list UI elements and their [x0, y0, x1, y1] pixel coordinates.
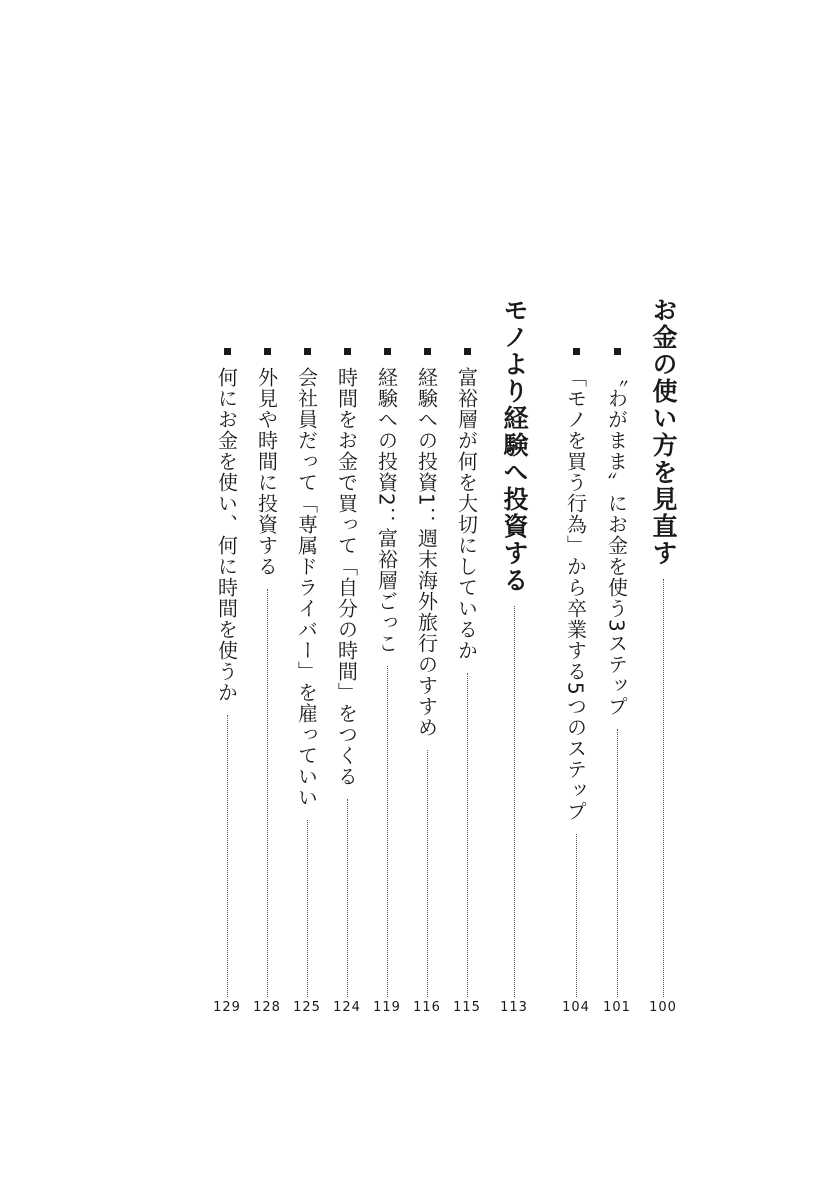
dot-leader: [347, 799, 348, 997]
dot-leader: [576, 834, 577, 997]
dot-leader: [267, 589, 268, 997]
bullet-icon: [573, 348, 580, 355]
dot-leader: [307, 820, 308, 997]
dot-leader: [514, 606, 515, 997]
page-number: 116: [413, 1000, 441, 1015]
entry-title: 富裕層が何を大切にしているか: [454, 367, 479, 661]
entry-title: 経験への投資2：富裕層ごっこ: [374, 367, 399, 654]
page-number: 119: [373, 1000, 401, 1015]
page-number: 104: [562, 1000, 590, 1015]
toc-entry: [601, 348, 633, 997]
dot-leader: [387, 666, 388, 997]
entry-title: 会社員だって「専属ドライバー」を雇っていい: [294, 367, 319, 808]
toc-entry: [371, 348, 403, 997]
toc-entry: [251, 348, 283, 997]
toc-entry: [411, 348, 443, 997]
toc-entry: [451, 348, 483, 997]
toc-entry: [560, 348, 592, 997]
entry-title: 〝わがまま〟にお金を使う3ステップ: [604, 367, 629, 717]
toc-entry: [211, 348, 243, 997]
bullet-icon: [614, 348, 621, 355]
bullet-icon: [384, 348, 391, 355]
toc-entry: [331, 348, 363, 997]
bullet-icon: [344, 348, 351, 355]
bullet-icon: [464, 348, 471, 355]
dot-leader: [467, 673, 468, 997]
page-number: 101: [603, 1000, 631, 1015]
chapter-title: モノより経験へ投資する: [500, 297, 529, 594]
entry-title: 外見や時間に投資する: [254, 367, 279, 577]
dot-leader: [227, 715, 228, 997]
bullet-icon: [424, 348, 431, 355]
page-number: 115: [453, 1000, 481, 1015]
toc-entry: [291, 348, 323, 997]
dot-leader: [617, 729, 618, 997]
page-number: 113: [500, 1000, 528, 1015]
toc-chapter-1: [643, 297, 683, 997]
page-number: 128: [253, 1000, 281, 1015]
entry-title: 経験への投資1：週末海外旅行のすすめ: [414, 367, 439, 738]
page-number: 125: [293, 1000, 321, 1015]
dot-leader: [427, 750, 428, 997]
bullet-icon: [224, 348, 231, 355]
toc-chapter-2: [494, 297, 534, 997]
entry-title: 時間をお金で買って「自分の時間」をつくる: [334, 367, 359, 787]
entry-title: 何にお金を使い、何に時間を使うか: [214, 367, 239, 703]
page-number: 129: [213, 1000, 241, 1015]
bullet-icon: [304, 348, 311, 355]
entry-title: 「モノを買う行為」から卒業する5つのステップ: [563, 367, 588, 822]
page-number: 124: [333, 1000, 361, 1015]
bullet-icon: [264, 348, 271, 355]
dot-leader: [663, 579, 664, 997]
chapter-title: お金の使い方を見直す: [649, 297, 678, 567]
page-number: 100: [649, 1000, 677, 1015]
